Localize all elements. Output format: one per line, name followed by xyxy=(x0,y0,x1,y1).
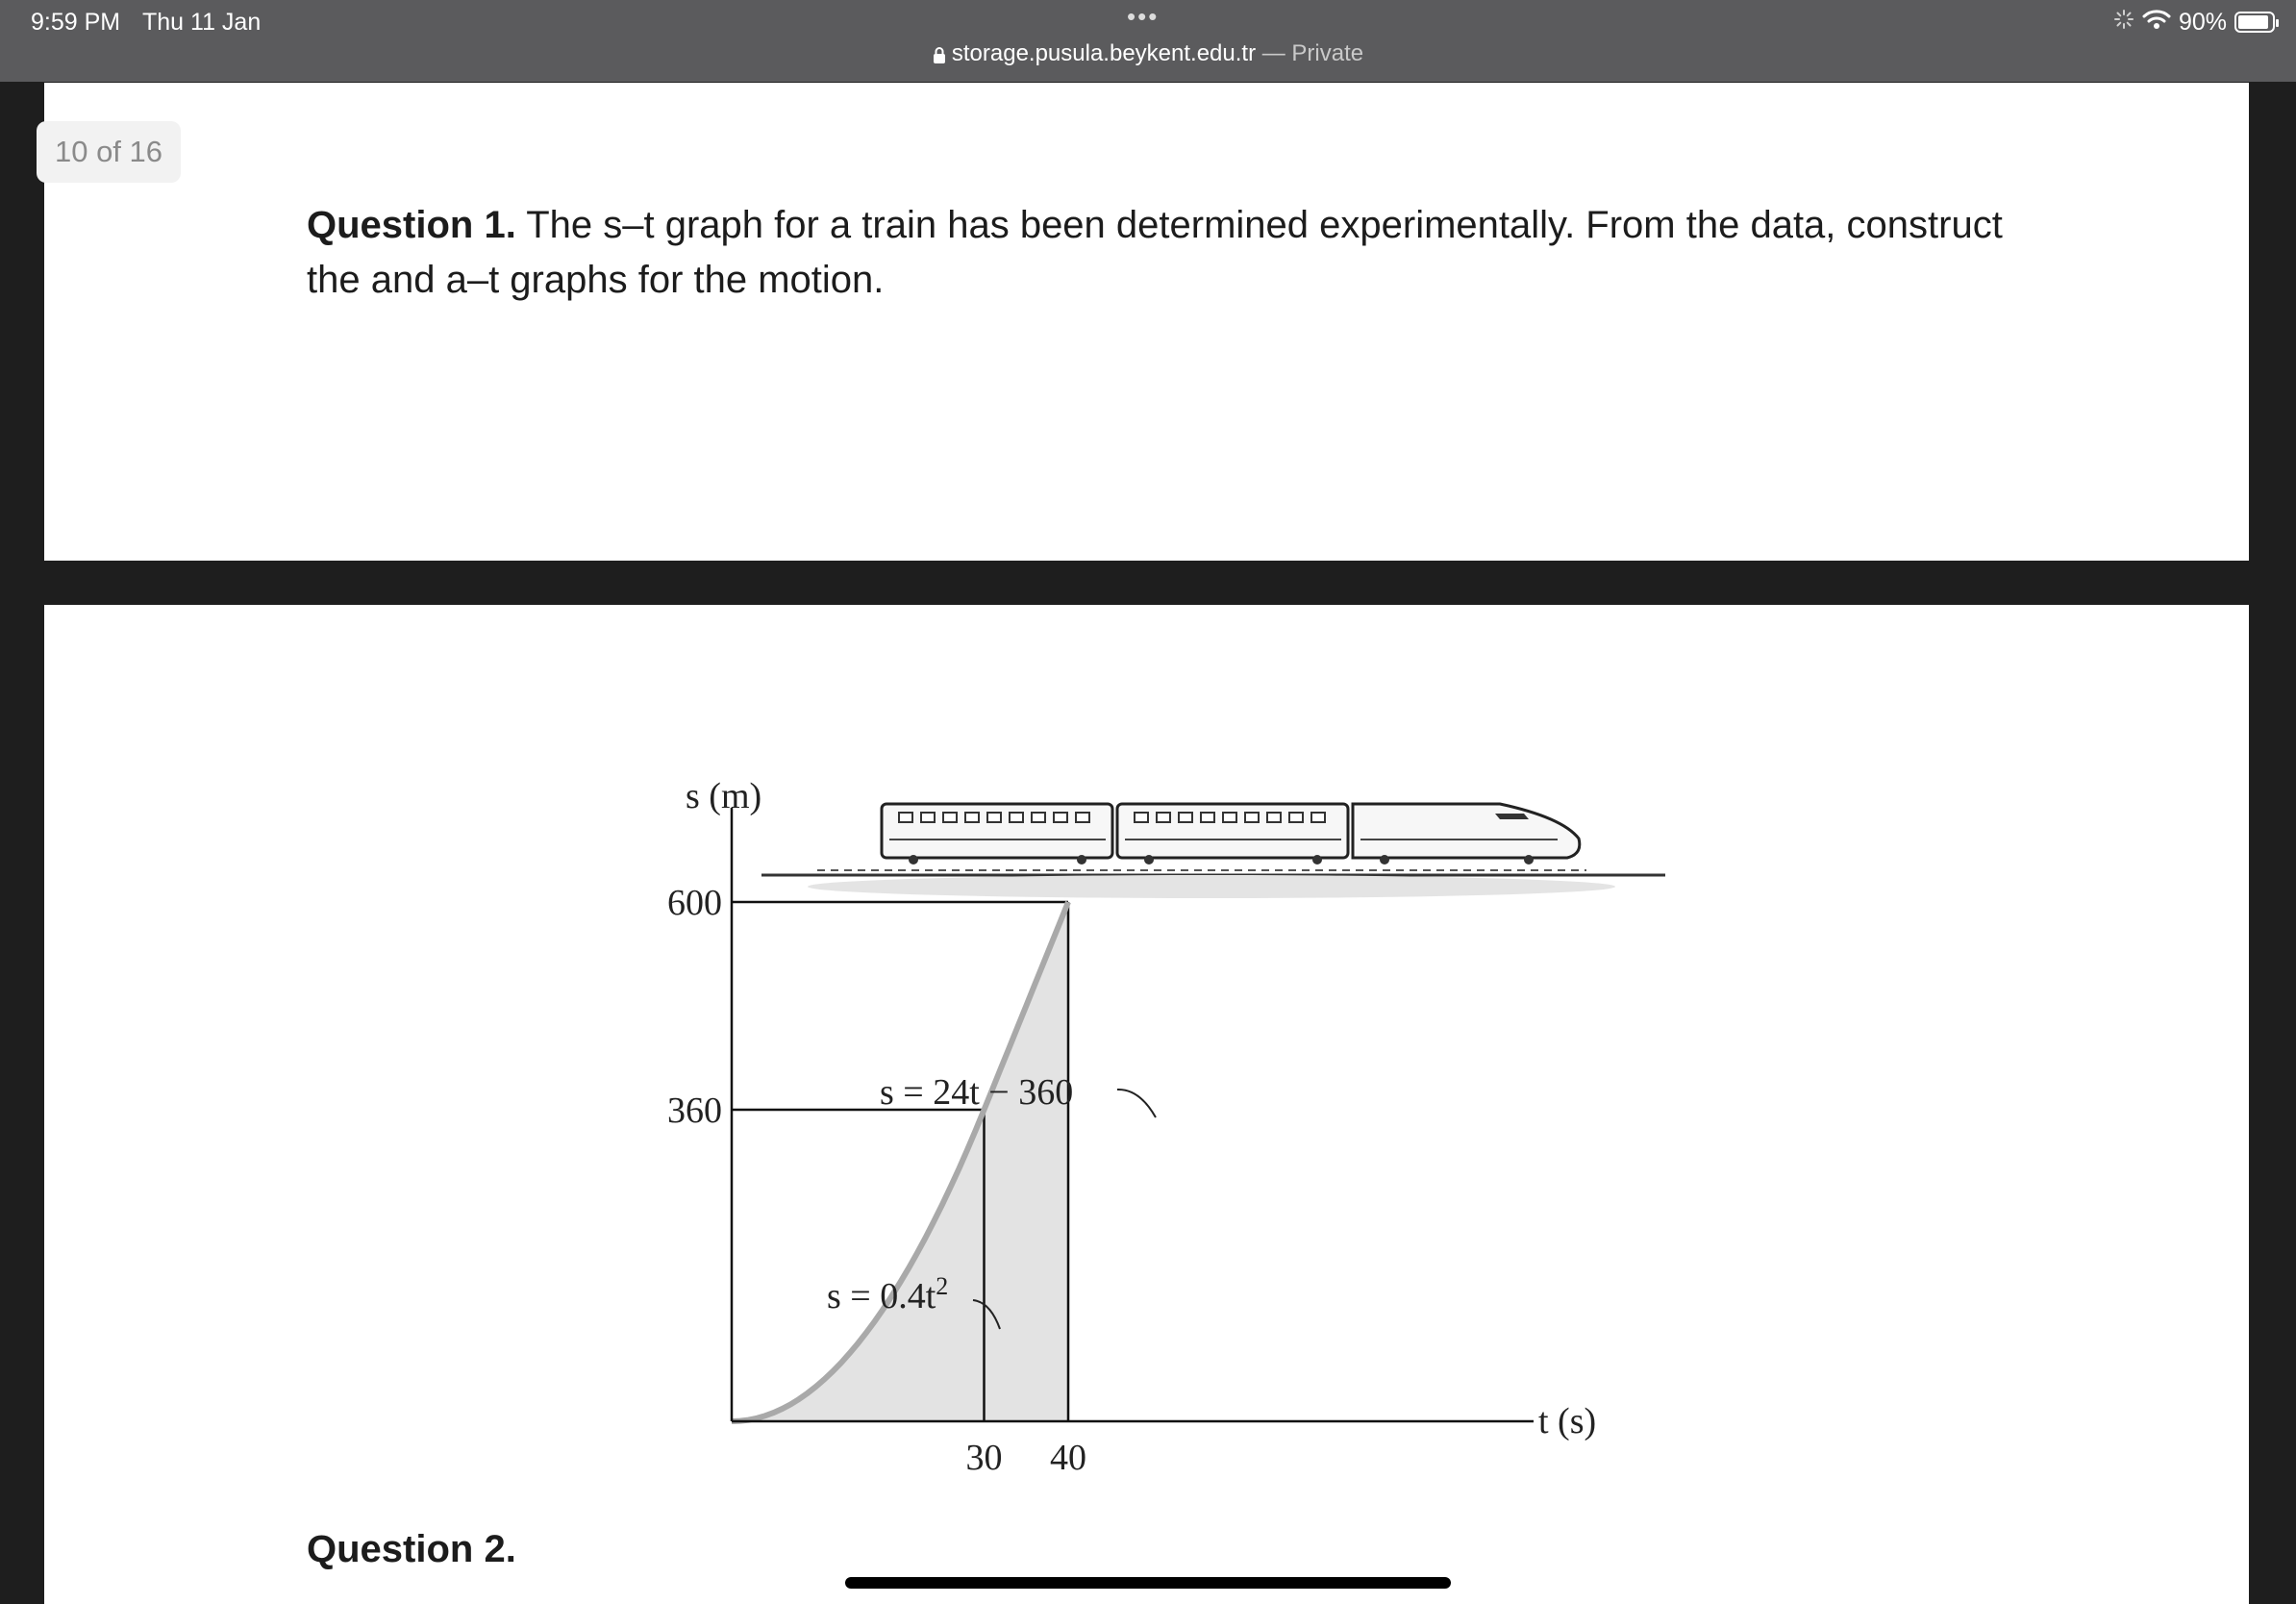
x-tick-label: 30 xyxy=(965,1438,1003,1478)
status-time: 9:59 PM xyxy=(31,9,121,36)
multitasking-dots-icon[interactable]: ••• xyxy=(1127,2,1160,31)
status-date: Thu 11 Jan xyxy=(142,9,262,36)
battery-percent: 90% xyxy=(2178,8,2227,36)
equation-linear-leader xyxy=(1117,1090,1156,1117)
question-1-text: The s–t graph for a train has been determined experimentally. From the data, construct the and a–t graphs for the motion. xyxy=(307,204,2003,301)
y-tick-label: 600 xyxy=(667,883,722,923)
y-axis-label: s (m) xyxy=(686,776,762,816)
train-illustration xyxy=(761,804,1665,898)
url-text: storage.pusula.beykent.edu.tr xyxy=(951,40,1257,66)
home-indicator[interactable] xyxy=(845,1577,1451,1589)
question-1-label: Question 1. xyxy=(307,204,516,246)
y-tick-label: 360 xyxy=(667,1090,722,1131)
equation-quadratic: $s = 0.4t^2$ xyxy=(827,1272,949,1316)
equation-linear: s = 24t − 360 xyxy=(880,1072,1074,1113)
x-tick-label: 40 xyxy=(1050,1438,1086,1478)
page-indicator: 10 of 16 xyxy=(37,121,181,183)
private-label: — Private xyxy=(1261,40,1364,66)
question-2-label: Question 2. xyxy=(307,1528,516,1570)
shaded-area-under-curve xyxy=(732,902,1068,1421)
x-axis-label: t (s) xyxy=(1538,1401,1597,1441)
